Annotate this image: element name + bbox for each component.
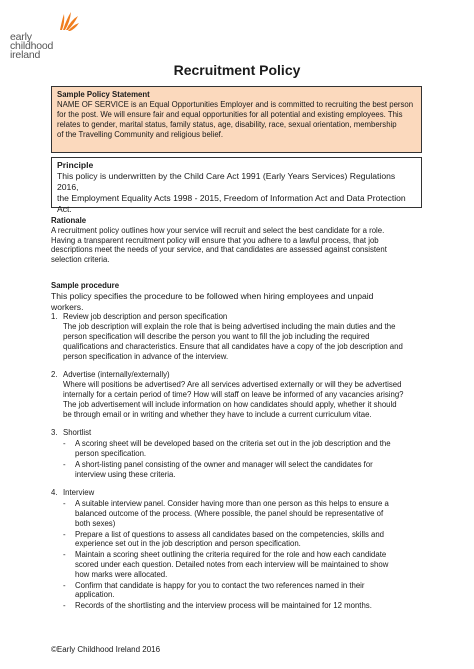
bullet-line: application. (75, 590, 115, 600)
procedure-heading: Sample procedure (51, 281, 120, 290)
item-line: internally for a certain period of time? How will staff on leave be informed of any vacancies arising? (63, 389, 404, 399)
interview-bullet (51, 581, 423, 601)
bullet-line: balanced outcome of the process. (Where possible, the panel should be representative of (75, 508, 384, 518)
dash-bullet-icon: - (63, 529, 66, 539)
item-number: 1. (51, 312, 58, 322)
rationale-line: A recruitment policy outlines how your service will recruit and select the best candidate for a role. (51, 225, 385, 235)
bullet-line: Confirm that candidate is happy for you to contact the two references named in their (75, 580, 365, 590)
bullet-line: interview using these criteria. (75, 469, 176, 479)
principle-heading: Principle (57, 160, 94, 170)
dash-bullet-icon: - (63, 439, 66, 449)
item-line: person specification in advance of the interview. (63, 351, 229, 361)
item-title: Review job description and person specification (63, 312, 228, 322)
bullet-line: A short-listing panel consisting of the owner and manager will select the candidates for (75, 459, 373, 469)
item-title: Advertise (internally/externally) (63, 370, 170, 380)
logo-text-ireland: ireland (10, 49, 41, 61)
item-title: Shortlist (63, 428, 92, 438)
principle-line: Act. (57, 204, 72, 214)
policy-statement-box (51, 86, 422, 153)
bullet-line: person specification. (75, 448, 147, 458)
rationale-heading: Rationale (51, 216, 87, 225)
procedure-intro-line: This policy specifies the procedure to be followed when hiring employees and unpaid (51, 290, 374, 301)
bullet-line: Records of the shortlisting and the interview process will be maintained for 12 months. (75, 601, 372, 611)
item-line: Where will positions be advertised? Are all services advertised externally or will they be advertised (63, 380, 402, 390)
dash-bullet-icon: - (63, 580, 66, 590)
item-title: Interview (63, 488, 95, 498)
interview-bullet (51, 499, 423, 528)
policy-statement-line: for the post. We will ensure fair and equal opportunities for all potential and existing employees. This (57, 110, 403, 119)
bullet-line: Prepare a list of questions to assess all candidates based on the competencies, skills and (75, 529, 385, 539)
sunburst-logo-icon (58, 10, 80, 32)
principle-line: This policy is underwritten by the Child Care Act 1991 (Early Years Services) Regulations 2016, (57, 171, 396, 192)
principle-box (51, 157, 422, 214)
dash-bullet-icon: - (63, 601, 66, 611)
bullet-line: Maintain a scoring sheet outlining the criteria required for the role and how each candidate (75, 550, 387, 560)
policy-statement-line: NAME OF SERVICE is an Equal Opportunities Employer and is committed to recruiting the best person (57, 100, 414, 109)
interview-bullet (51, 550, 423, 579)
document-title: Recruitment Policy (173, 62, 301, 78)
bullet-line: both sexes) (75, 518, 116, 528)
rationale-line: descriptions meet the needs of your service, and that candidates are assessed against consistent (51, 245, 387, 255)
item-number: 3. (51, 428, 58, 438)
policy-statement-line: of the Travelling Community and religious belief. (57, 130, 223, 139)
procedure-item-4 (51, 488, 423, 498)
interview-bullet (51, 601, 423, 611)
procedure-item-3 (51, 428, 423, 438)
dash-bullet-icon: - (63, 459, 66, 469)
policy-statement-heading: Sample Policy Statement (57, 90, 150, 99)
bullet-line: A scoring sheet will be developed based on the criteria set out in the job description and the (75, 439, 391, 449)
interview-bullet (51, 530, 423, 550)
dash-bullet-icon: - (63, 550, 66, 560)
policy-statement-line: relates to gender, marital status, family status, age, disability, race, sexual orientation, membership (57, 120, 397, 129)
bullet-line: experience set out in the job description and person specification. (75, 539, 301, 549)
item-number: 2. (51, 370, 58, 380)
item-line: The job description will explain the role that is being advertised including the main duties and the (63, 322, 396, 332)
principle-line: the Employment Equality Acts 1998 - 2015, Freedom of Information Act and Data Protection (57, 193, 406, 203)
bullet-line: A suitable interview panel. Consider having more than one person as this helps to ensure a (75, 499, 389, 509)
shortlist-bullet (51, 460, 423, 480)
bullet-line: how marks were allocated. (75, 569, 168, 579)
item-number: 4. (51, 488, 58, 498)
procedure-section (51, 281, 423, 611)
rationale-line: Having a transparent recruitment policy will ensure that you adhere to a lawful process, that job (51, 235, 379, 245)
rationale-line: selection criteria. (51, 255, 110, 265)
procedure-item-1 (51, 312, 423, 361)
item-line: person specification will describe the person you want to fill the job including the required (63, 331, 370, 341)
logo-text-early: early (10, 31, 32, 43)
copyright-footer: ©Early Childhood Ireland 2016 (51, 645, 161, 654)
item-line: be through email or in writing and whether they have to include a current curriculum vitae. (63, 409, 372, 419)
procedure-intro-line: workers. (51, 301, 84, 312)
dash-bullet-icon: - (63, 499, 66, 509)
item-line: The job advertisement will include information on how candidates should apply, whether it should (63, 399, 397, 409)
item-line: qualifications and characteristics. Ensure that all candidates have a copy of the job description and (63, 341, 403, 351)
procedure-item-2 (51, 370, 423, 419)
logo-text-childhood: childhood (10, 40, 54, 52)
rationale-section (51, 216, 423, 265)
shortlist-bullet (51, 439, 423, 459)
early-childhood-ireland-logo (10, 8, 80, 64)
bullet-line: scored under each question. Detailed notes from each interview will be maintained to show (75, 559, 389, 569)
